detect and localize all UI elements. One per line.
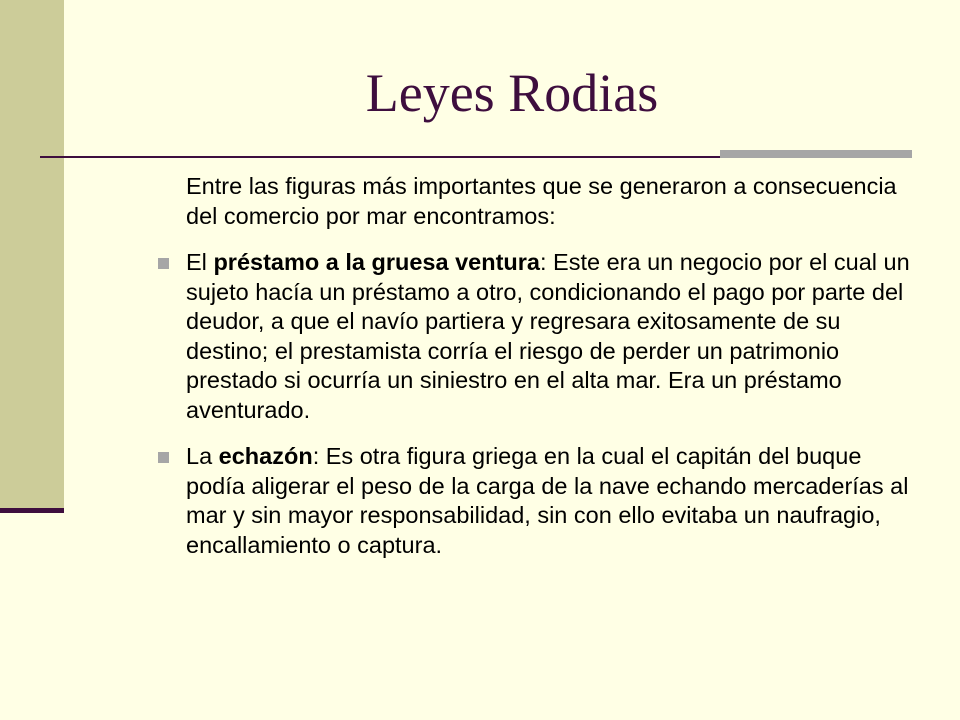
square-bullet-icon bbox=[158, 452, 169, 463]
title-accent-bar bbox=[720, 150, 912, 158]
left-decorative-band bbox=[0, 0, 64, 510]
bullet-item-echazon bbox=[186, 442, 916, 560]
left-band-accent-bar bbox=[0, 508, 64, 513]
bullet-text: : Este era un negocio por el cual un sujeto hacía un préstamo a otro, condicionando el pago por parte del deudor, a que el navío partiera y regresara exitosamente de su destino; el prestamista corría el riesgo de perder un patrimonio prestado si ocurría un siniestro en el alta mar. Era un préstamo aventurado. bbox=[186, 249, 910, 423]
bullet-prefix: La bbox=[186, 443, 219, 469]
bullet-item-prestamo bbox=[186, 248, 916, 425]
slide-content bbox=[186, 172, 916, 577]
slide-title: Leyes Rodias bbox=[365, 63, 659, 123]
bullet-term: echazón bbox=[218, 443, 313, 469]
square-bullet-icon bbox=[158, 258, 169, 269]
intro-paragraph: Entre las figuras más importantes que se generaron a consecuencia del comercio por mar encontramos: bbox=[186, 173, 897, 229]
bullet-term: préstamo a la gruesa ventura bbox=[213, 249, 540, 275]
bullet-text: : Es otra figura griega en la cual el capitán del buque podía aligerar el peso de la carga de la nave echando mercaderías al mar y sin mayor responsabilidad, sin con ello evitaba un naufragio, encallamiento o captura. bbox=[186, 443, 909, 558]
bullet-prefix: El bbox=[186, 249, 214, 275]
